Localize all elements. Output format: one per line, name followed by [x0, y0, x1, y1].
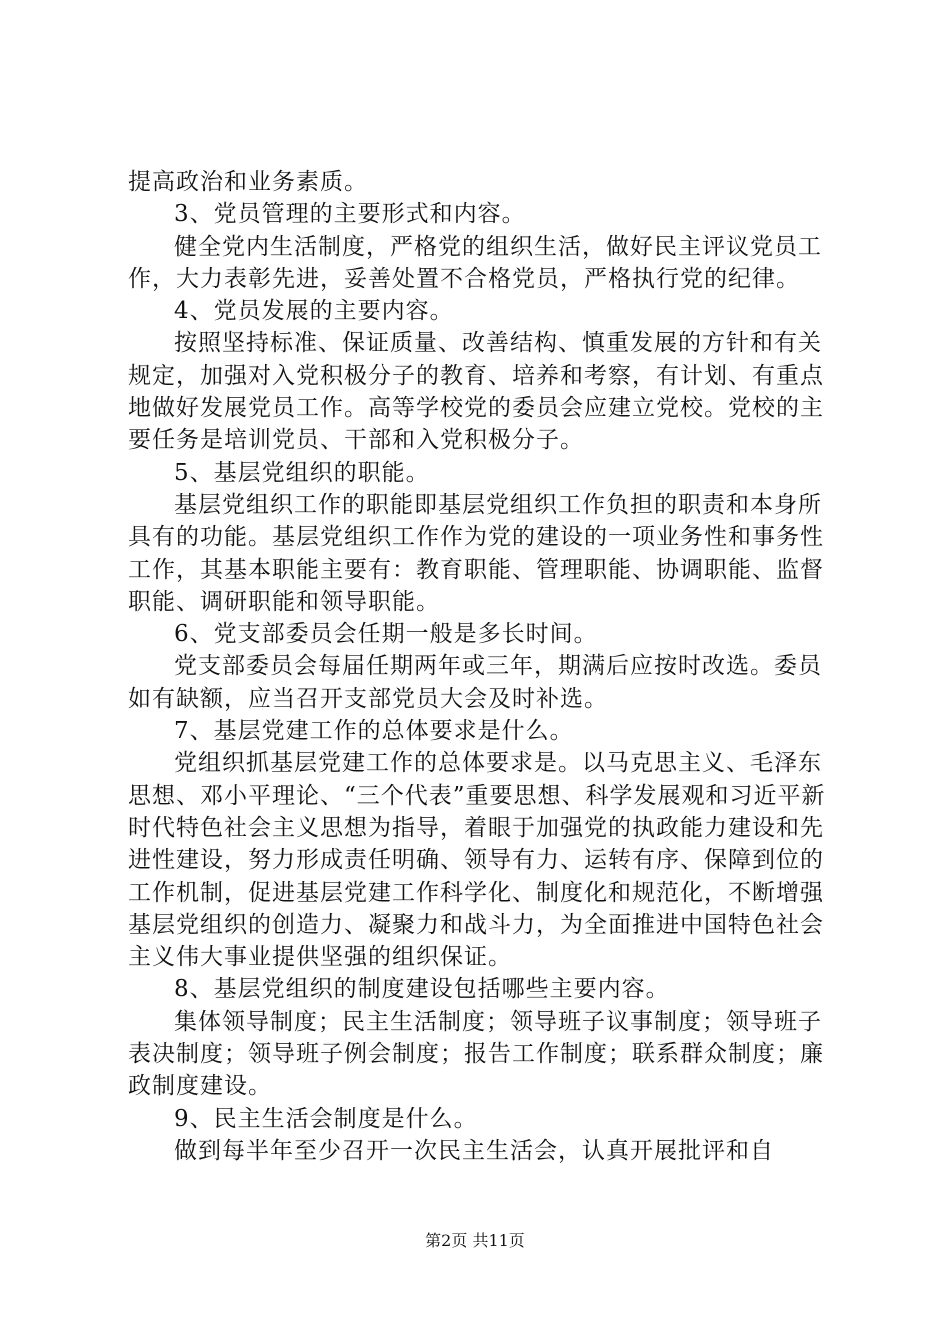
paragraph: 按照坚持标准、保证质量、改善结构、慎重发展的方针和有关规定，加强对入党积极分子的教育、培养和考察，有计划、有重点地做好发展党员工作。高等学校党的委员会应建立党校。党校的主要任务是培训党员、干部和入党积极分子。	[128, 330, 824, 454]
paragraph: 健全党内生活制度，严格党的组织生活，做好民主评议党员工作，大力表彰先进，妥善处置不合格党员，严格执行党的纪律。	[128, 233, 822, 292]
section-heading: 7、基层党建工作的总体要求是什么。	[174, 718, 574, 745]
paragraph: 做到每半年至少召开一次民主生活会，认真开展批评和自	[174, 1137, 774, 1164]
section-heading: 9、民主生活会制度是什么。	[174, 1105, 478, 1132]
paragraph: 基层党组织工作的职能即基层党组织工作负担的职责和本身所具有的功能。基层党组织工作作为党的建设的一项业务性和事务性工作，其基本职能主要有：教育职能、管理职能、协调职能、监督职能、调研职能和领导职能。	[128, 491, 824, 615]
section-heading: 4、党员发展的主要内容。	[174, 298, 454, 325]
section-heading: 6、党支部委员会任期一般是多长时间。	[174, 621, 598, 648]
section-heading: 5、基层党组织的职能。	[174, 459, 430, 486]
paragraph: 提高政治和业务素质。	[128, 169, 368, 195]
section-heading: 8、基层党组织的制度建设包括哪些主要内容。	[174, 976, 670, 1003]
paragraph: 党支部委员会每届任期两年或三年，期满后应按时改选。委员如有缺额，应当召开支部党员大会及时补选。	[128, 653, 822, 712]
page-footer: 第2页 共11页	[425, 1231, 525, 1250]
paragraph: 党组织抓基层党建工作的总体要求是。以马克思主义、毛泽东思想、邓小平理论、“三个代表”重要思想、科学发展观和习近平新时代特色社会主义思想为指导，着眼于加强党的执政能力建设和先进性建设，努力形成责任明确、领导有力、运转有序、保障到位的工作机制，促进基层党建工作科学化、制度化和规范化，不断增强基层党组织的创造力、凝聚力和战斗力，为全面推进中国特色社会主义伟大事业提供坚强的组织保证。	[128, 750, 826, 971]
document-body	[128, 166, 828, 1167]
section-heading: 3、党员管理的主要形式和内容。	[174, 201, 526, 228]
paragraph: 集体领导制度；民主生活制度；领导班子议事制度；领导班子表决制度；领导班子例会制度；报告工作制度；联系群众制度；廉政制度建设。	[128, 1008, 824, 1100]
